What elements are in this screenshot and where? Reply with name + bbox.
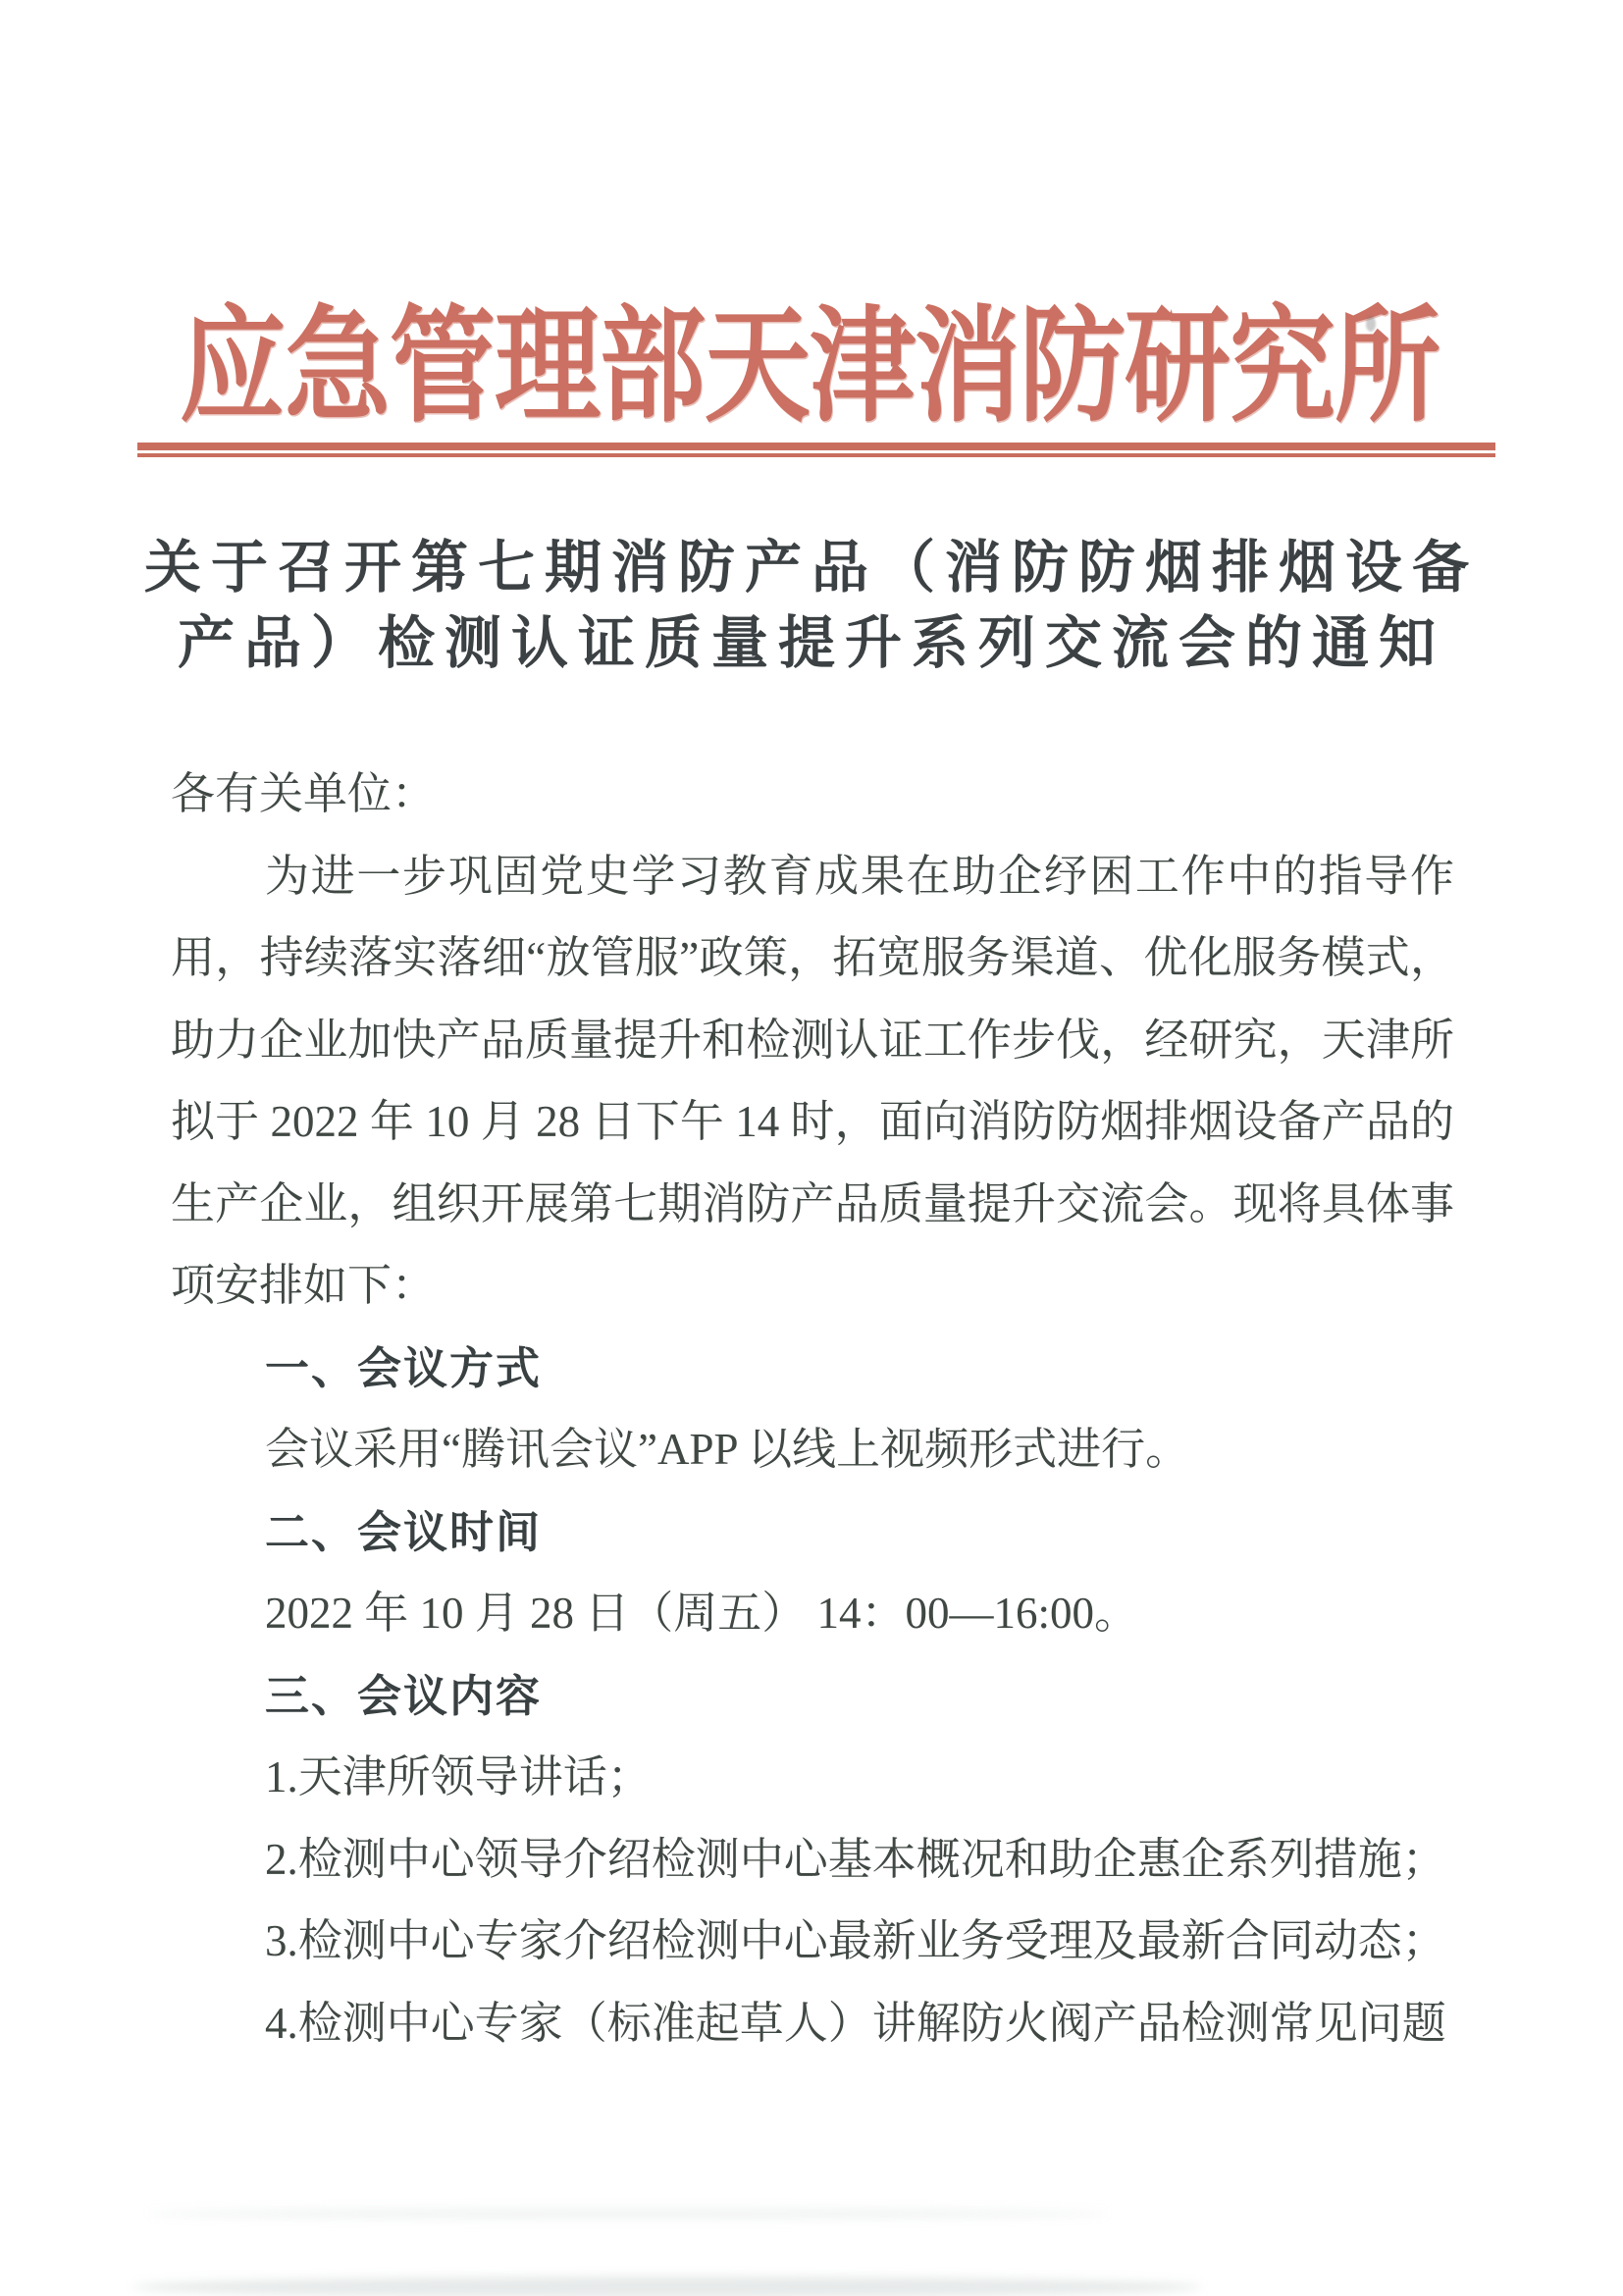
agenda-item-2: 2.检测中心领导介绍检测中心基本概况和助企惠企系列措施； [265,1834,1446,1884]
divider-thin-line [137,453,1495,457]
section-heading-meeting-method: 一、会议方式 [265,1342,543,1393]
document-title [76,530,1547,681]
section-line: 会议采用“腾讯会议”APP 以线上视频形式进行。 [265,1425,1190,1474]
section-heading-meeting-content: 三、会议内容 [265,1670,543,1721]
notice-body [171,754,1454,2064]
scan-smudge [147,2208,1109,2219]
paragraph-line: 项安排如下： [171,1261,437,1310]
paragraph-line: 用，持续落实落细“放管服”政策，拓宽服务渠道、优化服务模式， [171,933,1454,982]
salutation: 各有关单位： [171,769,437,818]
letterhead-org-name: 应急管理部天津消防研究所 [180,299,1440,438]
paragraph-line: 为进一步巩固党史学习教育成果在助企纾困工作中的指导作 [265,851,1454,901]
agenda-item-3: 3.检测中心专家介绍检测中心最新业务受理及最新合同动态； [265,1916,1446,1965]
document-title-line-1: 关于召开第七期消防产品（消防防烟排烟设备 [143,536,1479,600]
paragraph-line: 拟于 2022 年 10 月 28 日下午 14 时，面向消防防烟排烟设备产品的 [171,1097,1454,1146]
agenda-item-4: 4.检测中心专家（标准起草人）讲解防火阀产品检测常见问题 [265,1998,1446,2048]
scan-smudge [132,2276,1202,2296]
divider-thick-line [137,443,1495,450]
section-line: 2022 年 10 月 28 日（周五） 14：00—16:00。 [265,1589,1139,1638]
document-title-line-2: 产品）检测认证质量提升系列交流会的通知 [177,611,1445,675]
section-heading-meeting-time: 二、会议时间 [265,1506,543,1557]
agenda-item-1: 1.天津所领导讲话； [265,1752,652,1801]
paragraph-line: 助力企业加快产品质量提升和检测认证工作步伐，经研究，天津所 [171,1015,1454,1065]
letterhead-divider [137,443,1495,457]
paragraph-line: 生产企业，组织开展第七期消防产品质量提升交流会。现将具体事 [171,1178,1454,1228]
